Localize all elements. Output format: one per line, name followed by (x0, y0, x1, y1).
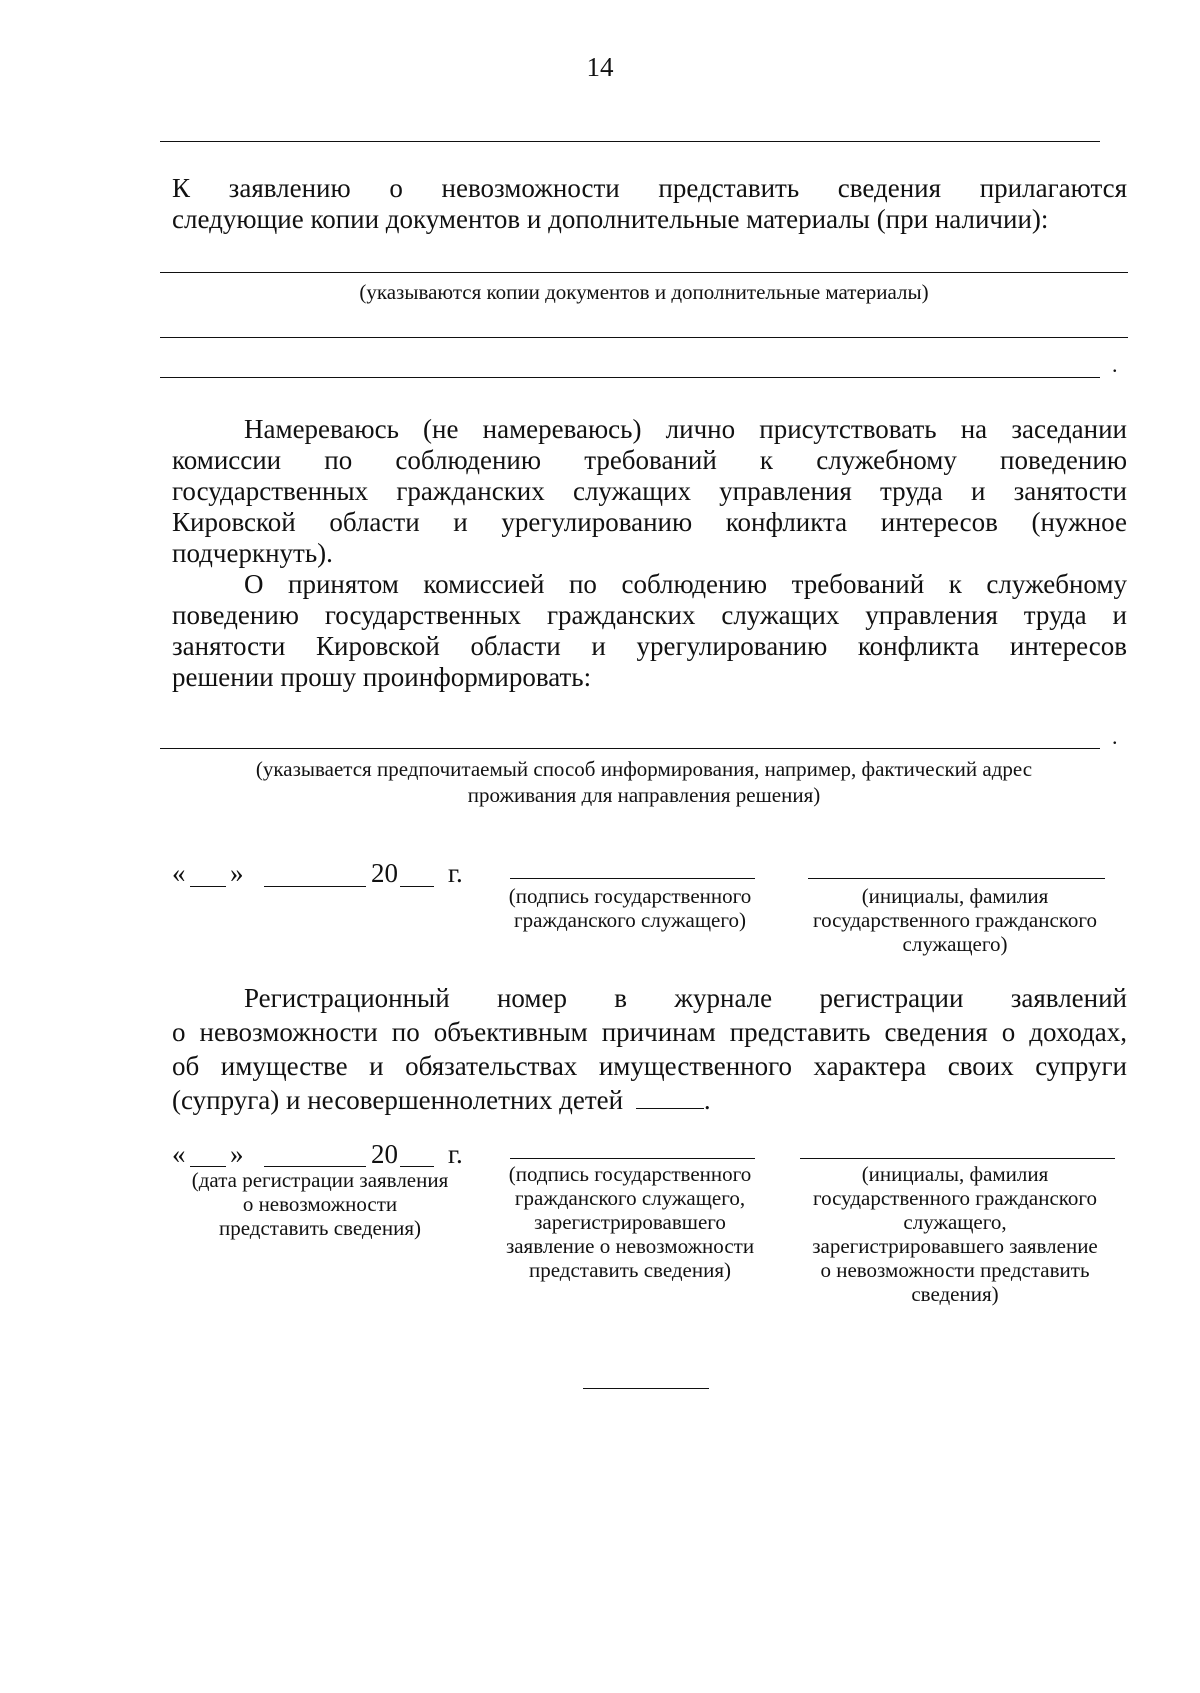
hint-line: (инициалы, фамилия (861, 1162, 1049, 1186)
inform-hint-line-1: (указывается предпочитаемый способ информирования, например, фактический адрес (255, 757, 1033, 781)
signature-line-1[interactable] (510, 878, 755, 879)
hint-line: гражданского служащего, (514, 1186, 746, 1210)
attachments-end-mark: . (1112, 352, 1118, 377)
hint-line: (инициалы, фамилия (861, 884, 1049, 908)
intent-line: государственных гражданских служащих управления труда и занятости (172, 476, 1127, 506)
hint-line: (дата регистрации заявления (191, 1168, 449, 1192)
inform-fill-line[interactable] (160, 748, 1100, 749)
date-day-field-2[interactable] (190, 1166, 226, 1167)
attachments-fill-line-2[interactable] (160, 337, 1128, 338)
hint-line: (подпись государственного (508, 884, 752, 908)
inform-end-mark: . (1112, 724, 1118, 749)
inform-line: поведению государственных гражданских служащих управления труда и (172, 600, 1127, 630)
hint-line: гражданского служащего) (514, 908, 746, 932)
page-number: 14 (586, 52, 614, 82)
date-year-prefix-2: 20 (371, 1139, 398, 1169)
hint-line: о невозможности представить (820, 1258, 1090, 1282)
date-day-field-1[interactable] (190, 886, 226, 887)
date-year-suffix-1: г. (448, 858, 463, 888)
registration-paragraph (172, 981, 1127, 1117)
hint-line: зарегистрировавшего заявление (812, 1234, 1098, 1258)
hint-line: государственного гражданского (812, 908, 1097, 932)
header-rule (160, 141, 1100, 142)
date-hint-2 (165, 1168, 475, 1240)
attachments-intro-line-2: следующие копии документов и дополнительные материалы (при наличии): (172, 204, 1049, 234)
registration-end-mark: . (703, 1085, 711, 1115)
hint-line: служащего, (903, 1210, 1007, 1234)
name-line-2[interactable] (800, 1158, 1115, 1159)
intent-line: подчеркнуть). (172, 538, 333, 568)
hint-line: о невозможности (242, 1192, 398, 1216)
intent-paragraph (172, 414, 1127, 569)
attachments-fill-line-1[interactable] (160, 272, 1128, 273)
date-close-quote-1: » (230, 858, 244, 888)
intent-line: комиссии по соблюдению требований к служебному поведению (172, 445, 1127, 475)
inform-line: занятости Кировской области и урегулированию конфликта интересов (172, 631, 1127, 661)
date-close-quote-2: » (230, 1139, 244, 1169)
intent-line: Намереваюсь (не намереваюсь) лично присутствовать на заседании (244, 414, 1127, 444)
hint-line: государственного гражданского (812, 1186, 1097, 1210)
date-open-quote-2: « (172, 1139, 186, 1169)
date-year-suffix-2: г. (448, 1139, 463, 1169)
date-month-field-1[interactable] (264, 886, 366, 887)
attachments-intro-line-1: К заявлению о невозможности представить сведения прилагаются (172, 173, 1127, 203)
registration-line: о невозможности по объективным причинам представить сведения о доходах, (172, 1017, 1127, 1047)
inform-paragraph (172, 569, 1127, 693)
registration-line: (супруга) и несовершеннолетних детей (172, 1085, 624, 1115)
registration-number-field[interactable] (636, 1086, 704, 1109)
attachments-fill-line-3[interactable] (160, 377, 1100, 378)
closing-rule (583, 1388, 709, 1389)
date-month-field-2[interactable] (264, 1166, 366, 1167)
inform-hint-line-2: проживания для направления решения) (467, 783, 821, 807)
hint-line: представить сведения) (219, 1216, 421, 1240)
hint-line: заявление о невозможности (505, 1234, 755, 1258)
signature-hint-2 (480, 1162, 780, 1282)
signature-hint-1 (480, 884, 780, 932)
hint-line: зарегистрировавшего (534, 1210, 726, 1234)
name-line-1[interactable] (808, 878, 1105, 879)
inform-line: решении прошу проинформировать: (172, 662, 592, 692)
name-hint-2 (785, 1162, 1125, 1306)
hint-line: представить сведения) (529, 1258, 731, 1282)
hint-line: служащего) (902, 932, 1008, 956)
date-year-prefix-1: 20 (371, 858, 398, 888)
inform-line: О принятом комиссией по соблюдению требований к служебному (244, 569, 1127, 599)
intent-line: Кировской области и урегулированию конфликта интересов (нужное (172, 507, 1127, 537)
signature-line-2[interactable] (510, 1158, 755, 1159)
date-open-quote-1: « (172, 858, 186, 888)
registration-line-last (172, 1083, 1127, 1117)
attachments-hint: (указываются копии документов и дополнительные материалы) (359, 280, 929, 304)
registration-line: об имуществе и обязательствах имущественного характера своих супруги (172, 1051, 1127, 1081)
hint-line: (подпись государственного (508, 1162, 752, 1186)
date-year-field-1[interactable] (400, 886, 434, 887)
date-year-field-2[interactable] (400, 1166, 434, 1167)
registration-line: Регистрационный номер в журнале регистрации заявлений (244, 983, 1127, 1013)
hint-line: сведения) (911, 1282, 999, 1306)
name-hint-1 (785, 884, 1125, 956)
